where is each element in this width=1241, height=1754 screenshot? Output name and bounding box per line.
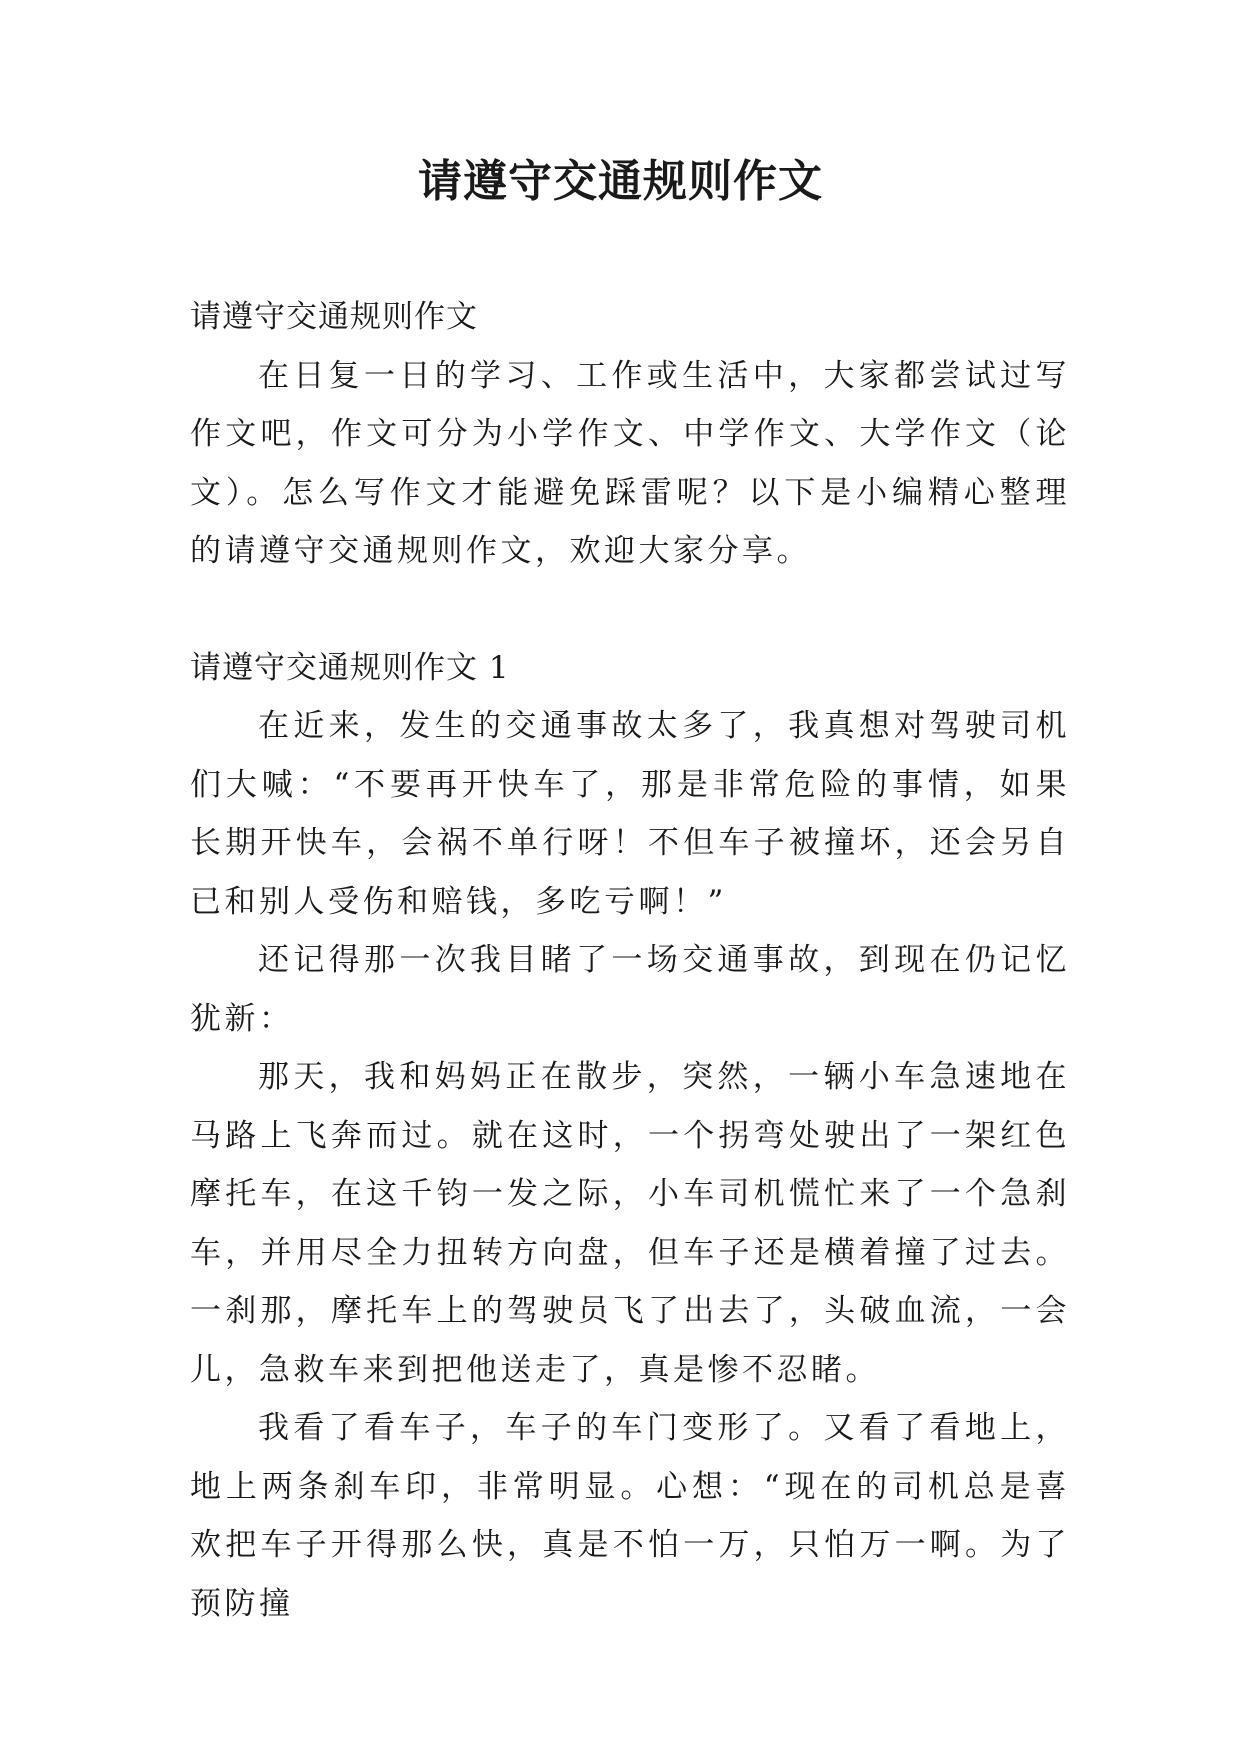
document-title: 请遵守交通规则作文 xyxy=(418,156,823,207)
body-paragraph: 在近来，发生的交通事故太多了，我真想对驾驶司机们大喊：“不要再开快车了，那是非常危险的事情，如果长期开快车，会祸不单行呀！不但车子被撞坏，还会另自已和别人受伤和赔钱，多吃亏啊！” xyxy=(190,708,1070,920)
section-spacer xyxy=(190,581,1070,639)
document-body xyxy=(190,288,1070,1633)
body-paragraph: 那天，我和妈妈正在散步，突然，一辆小车急速地在马路上飞奔而过。就在这时，一个拐弯处驶出了一架红色摩托车，在这千钧一发之际，小车司机慌忙来了一个急刹车，并用尽全力扭转方向盘，但车子还是横着撞了过去。一刹那，摩托车上的驾驶员飞了出去了，头破血流，一会儿，急救车来到把他送走了，真是惨不忍睹。 xyxy=(190,1059,1070,1388)
section-heading: 请遵守交通规则作文 1 xyxy=(190,649,510,686)
intro-paragraph: 在日复一日的学习、工作或生活中，大家都尝试过写作文吧，作文可分为小学作文、中学作文、大学作文（论文）。怎么写作文才能避免踩雷呢？以下是小编精心整理的请遵守交通规则作文，欢迎大家分享。 xyxy=(190,357,1070,569)
body-paragraph: 我看了看车子，车子的车门变形了。又看了看地上，地上两条刹车印，非常明显。心想：“现在的司机总是喜欢把车子开得那么快，真是不怕一万，只怕万一啊。为了预防撞 xyxy=(190,1410,1070,1622)
body-paragraph: 还记得那一次我目睹了一场交通事故，到现在仍记忆犹新： xyxy=(190,942,1070,1037)
intro-heading: 请遵守交通规则作文 xyxy=(190,299,478,335)
